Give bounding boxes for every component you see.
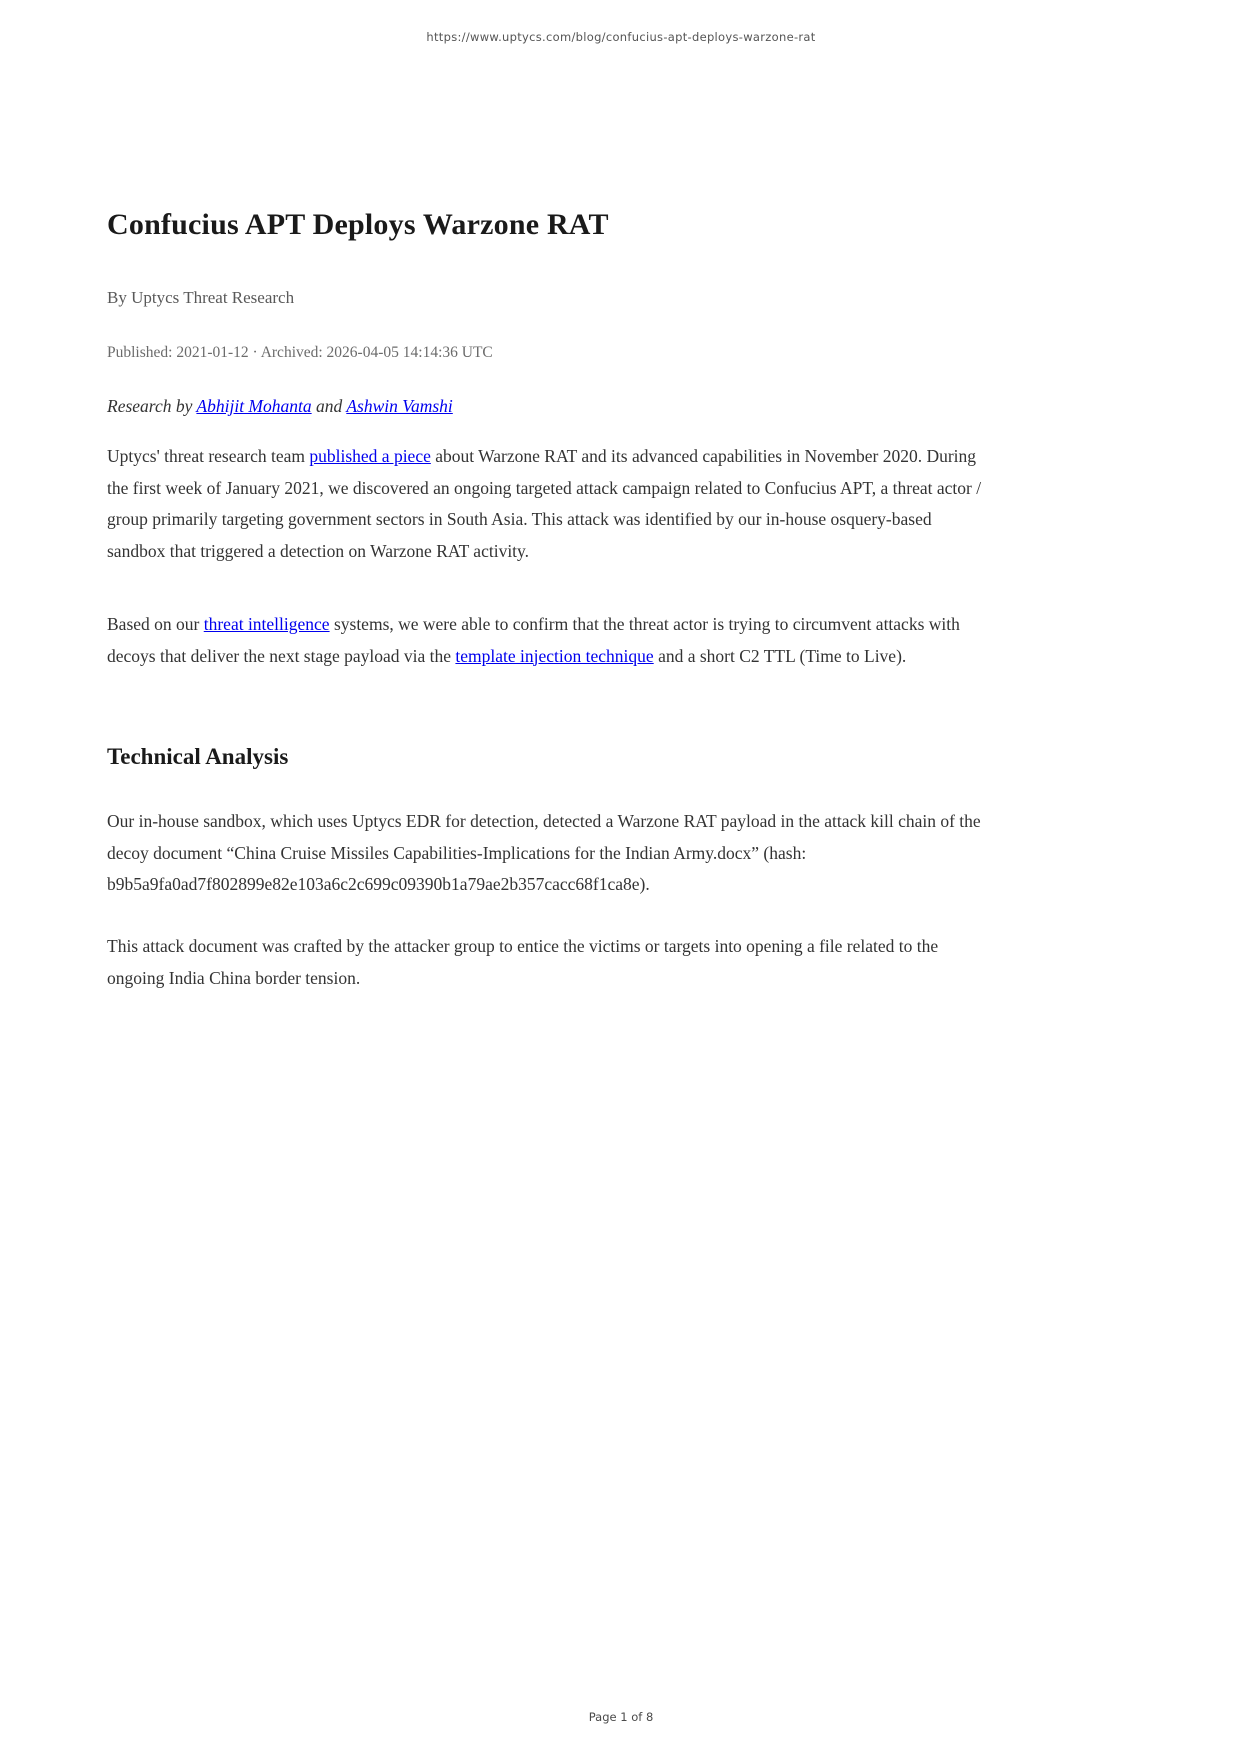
template-injection-technique-link[interactable]: template injection technique <box>455 645 654 666</box>
research-prefix: Research by <box>107 396 197 416</box>
technical-analysis-heading: Technical Analysis <box>107 744 289 769</box>
paragraph-intro-text-2: about Warzone RAT and its advanced capabilities in November 2020. During the first week of January 2021, we discovered an ongoing targeted attack campaign related to Confucius APT, a threat actor / group primarily targeting government sectors in South Asia. This attack was identified by our in-house osquery-based sandbox that triggered a detection on Warzone RAT activity. <box>107 446 982 561</box>
paragraph-sandbox-detection: Our in-house sandbox, which uses Uptycs EDR for detection, detected a Warzone RAT payload in the attack kill chain of the decoy document “China Cruise Missiles Capabilities-Implications for the Indian Army.docx” (hash: b9b5a9fa0ad7f802899e82e103a6c2c699c09390b1a79ae2b357cacc68f1ca8e). <box>107 811 981 894</box>
paragraph-threat-intel-text-3: and a short C2 TTL (Time to Live). <box>653 645 907 666</box>
research-connector: and <box>311 396 347 416</box>
published-archived-meta: Published: 2021-01-12 · Archived: 2026-04-05 14:14:36 UTC <box>107 344 493 361</box>
paragraph-intro-text-1: Uptycs' threat research team <box>107 446 310 466</box>
paragraph-intro <box>107 441 991 567</box>
archive-url-header: https://www.uptycs.com/blog/confucius-apt-deploys-warzone-rat <box>426 30 816 44</box>
threat-intelligence-link[interactable]: threat intelligence <box>203 614 330 634</box>
paragraph-attack-document: This attack document was crafted by the attacker group to entice the victims or targets into opening a file related to the ongoing India China border tension. <box>107 936 939 988</box>
author-link-abhijit-mohanta[interactable]: Abhijit Mohanta <box>196 396 312 416</box>
published-a-piece-link[interactable]: published a piece <box>309 446 431 466</box>
page-number: Page 1 of 8 <box>588 1710 654 1724</box>
paragraph-threat-intel <box>107 609 991 672</box>
research-credit-line <box>107 396 453 417</box>
article-title: Confucius APT Deploys Warzone RAT <box>107 208 609 241</box>
paragraph-threat-intel-text-2: systems, we were able to confirm that the threat actor is trying to circumvent attacks with decoys that deliver the next stage payload via the <box>107 614 960 666</box>
article-byline: By Uptycs Threat Research <box>107 288 295 307</box>
author-link-ashwin-vamshi[interactable]: Ashwin Vamshi <box>346 396 453 416</box>
paragraph-threat-intel-text-1: Based on our <box>107 614 204 634</box>
